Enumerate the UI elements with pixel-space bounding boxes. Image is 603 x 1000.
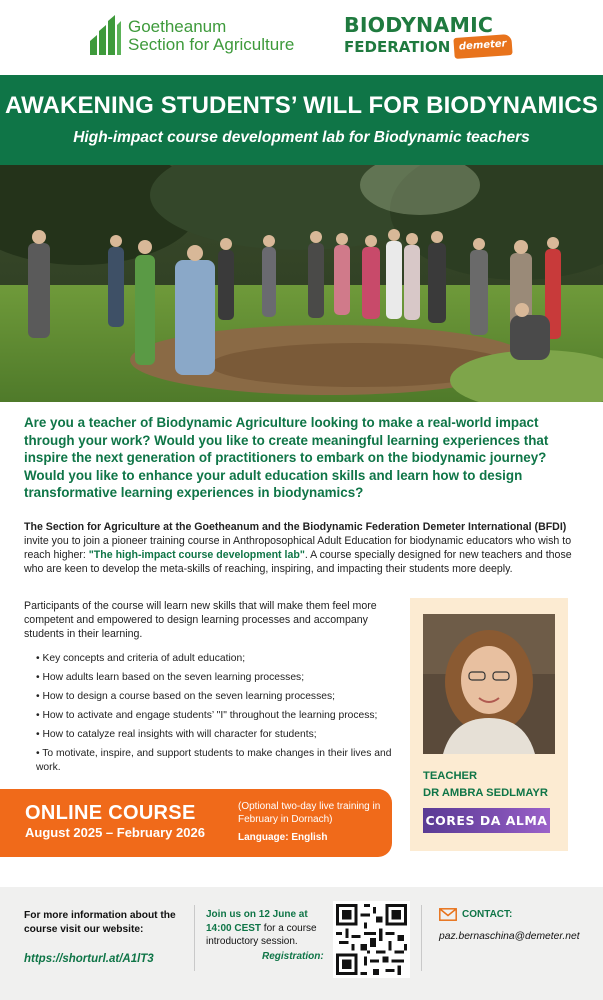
learning-outcomes-list — [36, 652, 396, 780]
teacher-role: TEACHER — [423, 770, 478, 782]
list-item: • To motivate, inspire, and support students to make changes in their lives and work. — [36, 747, 396, 774]
course-dates: August 2025 – February 2026 — [25, 825, 205, 840]
title-banner — [0, 75, 603, 165]
session-text: for a course introductory session. — [206, 922, 317, 947]
goetheanum-emblem-icon — [88, 15, 122, 57]
goetheanum-logo — [88, 14, 294, 58]
field-group-image — [0, 165, 603, 402]
page-subtitle: High-impact course development lab for Biodynamic teachers — [73, 129, 530, 146]
goetheanum-name: Goetheanum — [128, 17, 227, 37]
teacher-name: DR AMBRA SEDLMAYR — [423, 787, 548, 799]
footer — [0, 887, 603, 1000]
teacher-portrait — [423, 614, 555, 754]
page-title: AWAKENING STUDENTS’ WILL FOR BIODYNAMICS — [5, 92, 598, 119]
group-photo — [0, 165, 603, 402]
contact-label: CONTACT: — [462, 909, 513, 920]
online-course-title: ONLINE COURSE — [25, 802, 196, 824]
registration-label: Registration: — [262, 951, 324, 962]
invitation-paragraph — [24, 520, 584, 576]
cores-da-alma-logo: CORES DA ALMA — [423, 808, 550, 833]
qr-code-icon — [333, 901, 410, 978]
list-item: • How to design a course based on the seven learning processes; — [36, 690, 396, 704]
teacher-card — [410, 598, 568, 851]
contact-email[interactable]: paz.bernaschina@demeter.net — [439, 931, 580, 942]
intro-questions: Are you a teacher of Biodynamic Agriculture looking to make a real-world impact through your work? Would you like to create meaningful learning experiences that inspire the next generation of practitioners to embark on the biodynamic journey? Would you like to enhance your adult education skills and learn how to design transformative learning experiences in biodynamics? — [24, 415, 549, 500]
envelope-icon — [439, 908, 457, 921]
biodynamic-federation-logo — [344, 13, 508, 64]
bdf-line2: FEDERATION — [344, 37, 451, 56]
invitation-text-a: invite you to join a pioneer training course in Anthroposophical Adult Education for biodynamic educators who wish to reach higher: — [24, 535, 572, 561]
list-item: • How to activate and engage students’ "I" throughout the learning process; — [36, 709, 396, 723]
demeter-badge: demeter — [454, 34, 513, 59]
portrait-image — [423, 614, 555, 754]
course-name: "The high-impact course development lab" — [88, 549, 305, 561]
header-logos — [0, 0, 603, 75]
invitation-text-b: . A course specially designed for new teachers and those who are keen to develop the meta-skills of reaching, inspiring, and impacting their students more deeply. — [24, 549, 572, 575]
footer-divider — [421, 905, 422, 971]
footer-divider — [194, 905, 195, 971]
website-link[interactable]: https://shorturl.at/A1lT3 — [24, 953, 154, 965]
bdf-line1: BIODYNAMIC — [344, 13, 494, 37]
more-info-text: For more information about the course visit our website: — [24, 910, 176, 935]
session-date: Join us on 12 June at 14:00 CEST — [206, 909, 308, 934]
invitation-lead: The Section for Agriculture at the Goetheanum and the Biodynamic Federation Demeter International (BFDI) — [24, 521, 567, 533]
online-course-banner — [0, 789, 392, 857]
course-language: Language: English — [238, 832, 328, 843]
list-item: • Key concepts and criteria of adult education; — [36, 652, 396, 666]
section-name: Section for Agriculture — [128, 35, 295, 54]
list-item: • How adults learn based on the seven learning processes; — [36, 671, 396, 685]
participants-paragraph: Participants of the course will learn new skills that will make them feel more competent and empowered to design learning processes and accompany students in their learning. — [24, 600, 377, 640]
contact-heading — [439, 908, 589, 921]
list-item: • How to catalyze real insights with will character for students; — [36, 728, 396, 742]
registration-qr-code[interactable] — [333, 901, 410, 978]
optional-training-note: (Optional two-day live training in February in Dornach) — [238, 801, 381, 825]
